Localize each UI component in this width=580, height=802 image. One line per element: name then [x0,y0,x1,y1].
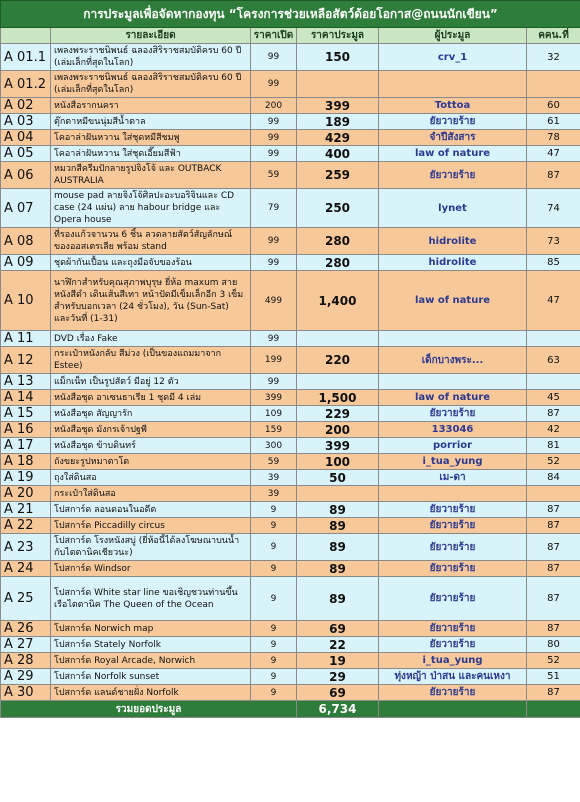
bid-price: 100 [297,454,379,470]
bidder-name: crv_1 [379,44,527,71]
item-code: A 17 [1,438,51,454]
item-code: A 10 [1,271,51,331]
bidder-count: 87 [527,518,580,534]
item-description: หนังสือชุด ข้าบดินทร์ [51,438,251,454]
table-row [1,390,580,406]
open-price: 499 [251,271,297,331]
open-price: 200 [251,98,297,114]
item-description: ชุดผ้ากันเปื้อน และถุงมือจับของร้อน [51,255,251,271]
bidder-name: ยัยวายร้าย [379,534,527,561]
bid-price: 400 [297,146,379,162]
table-row [1,189,580,228]
header-bidder: ผู้ประมูล [379,28,527,44]
item-code: A 08 [1,228,51,255]
bidder-count: 84 [527,470,580,486]
open-price: 9 [251,637,297,653]
bidder-count [527,486,580,502]
bidder-name: เม-ดา [379,470,527,486]
bidder-name [379,486,527,502]
bid-price [297,486,379,502]
bid-price: 229 [297,406,379,422]
item-code: A 02 [1,98,51,114]
bidder-name [379,331,527,347]
bidder-name: ทุ่งหญ้า ป่าสน และคนเหงา [379,669,527,685]
header-bid-price: ราคาประมูล [297,28,379,44]
item-code: A 01.1 [1,44,51,71]
table-row [1,470,580,486]
bid-price: 19 [297,653,379,669]
table-row [1,331,580,347]
item-code: A 30 [1,685,51,701]
item-description: โปสการ์ด โรงหนังสบู่ (ยี่ห้อนี้ได้ลงโฆษณาบนน้ำกับไตตานิคเชียวนะ) [51,534,251,561]
bidder-count: 32 [527,44,580,71]
bidder-count: 87 [527,162,580,189]
bidder-name: ยัยวายร้าย [379,561,527,577]
item-description: โคอาล่าฝันหวาน ใส่ชุดหมีสีชมพู [51,130,251,146]
table-row [1,406,580,422]
table-row [1,130,580,146]
open-price: 99 [251,146,297,162]
header-open-price: ราคาเปิด [251,28,297,44]
item-code: A 27 [1,637,51,653]
bidder-count: 87 [527,534,580,561]
bidder-name: ยัยวายร้าย [379,502,527,518]
open-price: 9 [251,534,297,561]
table-row [1,653,580,669]
open-price: 9 [251,669,297,685]
item-code: A 03 [1,114,51,130]
header-count: คคน.ที่ [527,28,580,44]
item-description: กระเป๋าหนังกลับ สีม่วง (เป็นของแถมมาจาก Estee) [51,347,251,374]
item-code: A 13 [1,374,51,390]
item-description: ที่รองแก้วจานวน 6 ชิ้น ลวดลายสัตว์สัญลักษณ์ของออสเตรเลีย พร้อม stand [51,228,251,255]
bidder-count: 60 [527,98,580,114]
total-blank-count [527,701,580,718]
bidder-name: law of nature [379,146,527,162]
bid-price: 29 [297,669,379,685]
table-row [1,71,580,98]
item-description: โปสการ์ด Royal Arcade, Norwich [51,653,251,669]
bidder-count: 87 [527,502,580,518]
bidder-count: 61 [527,114,580,130]
open-price: 39 [251,486,297,502]
open-price: 9 [251,502,297,518]
bidder-count [527,71,580,98]
item-code: A 24 [1,561,51,577]
bidder-name: ยัยวายร้าย [379,637,527,653]
open-price: 300 [251,438,297,454]
header-code [1,28,51,44]
bid-price: 22 [297,637,379,653]
bidder-name: 133046 [379,422,527,438]
item-code: A 18 [1,454,51,470]
table-row [1,637,580,653]
open-price: 9 [251,621,297,637]
open-price: 9 [251,577,297,621]
table-row [1,577,580,621]
table-row [1,271,580,331]
table-row [1,518,580,534]
bidder-name: i_tua_yung [379,454,527,470]
table-row [1,685,580,701]
bidder-name: porrior [379,438,527,454]
item-code: A 25 [1,577,51,621]
item-code: A 26 [1,621,51,637]
item-description: หนังสือรากนครา [51,98,251,114]
item-description: เพลงพระราชนิพนธ์ ฉลองสิริราชสมบัติครบ 60 ปี (เล่มเล็กที่สุดในโลก) [51,71,251,98]
bidder-name: ยัยวายร้าย [379,518,527,534]
bid-price: 189 [297,114,379,130]
bidder-count: 85 [527,255,580,271]
bid-price: 259 [297,162,379,189]
bid-price: 280 [297,228,379,255]
item-code: A 04 [1,130,51,146]
item-code: A 28 [1,653,51,669]
bid-price: 220 [297,347,379,374]
table-row [1,561,580,577]
item-description: กระเป๋าใส่ดินสอ [51,486,251,502]
open-price: 79 [251,189,297,228]
bidder-count: 45 [527,390,580,406]
item-description: โปสการ์ด ลอนดอนในอดีต [51,502,251,518]
bid-price: 399 [297,98,379,114]
item-description: นาฬิกาสำหรับคุณสุภาพบุรุษ ยี่ห้อ maxum สายหนังสีดำ เดินเส้นสีเทา หน้าปัดมีเข็มเล็กอีก 3 เข็มสำหรับบอกเวลา (24 ชั่วโมง), วัน (Sun-Sat) และวันที่ (1-31) [51,271,251,331]
bidder-count [527,374,580,390]
item-description: ถุงใส่ดินสอ [51,470,251,486]
bidder-count: 47 [527,271,580,331]
item-code: A 19 [1,470,51,486]
open-price: 199 [251,347,297,374]
table-row [1,44,580,71]
open-price: 9 [251,518,297,534]
bidder-count: 81 [527,438,580,454]
bidder-count: 87 [527,577,580,621]
bidder-name: ยัยวายร้าย [379,162,527,189]
open-price: 9 [251,653,297,669]
item-description: โปสการ์ด แลนด์ชายฝั่ง Norfolk [51,685,251,701]
table-row [1,669,580,685]
open-price: 39 [251,470,297,486]
item-description: โปสการ์ด Norwich map [51,621,251,637]
table-row [1,621,580,637]
bidder-name: hidrolite [379,228,527,255]
item-code: A 09 [1,255,51,271]
open-price: 99 [251,44,297,71]
item-description: โคอาล่าฝันหวาน ใส่ชุดเอี๊ยมสีฟ้า [51,146,251,162]
bidder-name: i_tua_yung [379,653,527,669]
bidder-count: 87 [527,406,580,422]
bid-price: 200 [297,422,379,438]
item-description: หมวกสีครีมปักลายรูปจิงโจ้ และ OUTBACK AUSTRALIA [51,162,251,189]
table-row [1,486,580,502]
item-code: A 06 [1,162,51,189]
table-row [1,255,580,271]
item-description: หนังสือชุด อาเซนธาเรีย 1 ชุดมี 4 เล่ม [51,390,251,406]
open-price: 99 [251,130,297,146]
item-description: แม็กเน็ท เป็นรูปสัตว์ มีอยู่ 12 ตัว [51,374,251,390]
total-value: 6,734 [297,701,379,718]
bidder-name [379,374,527,390]
open-price: 99 [251,374,297,390]
item-code: A 23 [1,534,51,561]
table-row [1,228,580,255]
item-description: หนังสือชุด สัญญารัก [51,406,251,422]
bidder-count: 73 [527,228,580,255]
bid-price: 429 [297,130,379,146]
item-description: DVD เรื่อง Fake [51,331,251,347]
item-description: หนังสือชุด มังกรเจ้าปฐพี [51,422,251,438]
item-description: โปสการ์ด Piccadilly circus [51,518,251,534]
open-price: 99 [251,228,297,255]
item-code: A 14 [1,390,51,406]
total-blank [379,701,527,718]
bidder-count: 51 [527,669,580,685]
table-row [1,347,580,374]
bidder-name: law of nature [379,390,527,406]
bidder-count [527,331,580,347]
item-code: A 07 [1,189,51,228]
bidder-count: 52 [527,653,580,669]
item-description: โปสการ์ด Windsor [51,561,251,577]
item-code: A 22 [1,518,51,534]
bid-price [297,71,379,98]
item-code: A 16 [1,422,51,438]
bid-price: 150 [297,44,379,71]
bid-price: 89 [297,577,379,621]
bidder-name: ยัยวายร้าย [379,114,527,130]
bidder-name: lynet [379,189,527,228]
bidder-name: law of nature [379,271,527,331]
table-row [1,502,580,518]
item-code: A 20 [1,486,51,502]
bidder-count: 47 [527,146,580,162]
table-row [1,534,580,561]
item-code: A 15 [1,406,51,422]
bid-price: 89 [297,561,379,577]
bid-price: 250 [297,189,379,228]
bidder-name: hidrolite [379,255,527,271]
header-description: รายละเอียด [51,28,251,44]
open-price: 59 [251,454,297,470]
bidder-name: ยัยวายร้าย [379,621,527,637]
open-price: 9 [251,561,297,577]
table-row [1,422,580,438]
table-row [1,374,580,390]
item-description: ตุ๊กตาหมีขนนุ่มสีน้ำตาล [51,114,251,130]
bid-price: 69 [297,685,379,701]
item-code: A 29 [1,669,51,685]
open-price: 99 [251,255,297,271]
bid-price: 89 [297,534,379,561]
item-description: โปสการ์ด Norfolk sunset [51,669,251,685]
bid-price: 1,400 [297,271,379,331]
bid-price: 69 [297,621,379,637]
bidder-name: ยัยวายร้าย [379,406,527,422]
page-title: การประมูลเพื่อจัดหากองทุน “โครงการช่วยเหลือสัตว์ด้อยโอกาส@ถนนนักเขียน” [1,1,580,28]
bidder-count: 52 [527,454,580,470]
item-description: เพลงพระราชนิพนธ์ ฉลองสิริราชสมบัติครบ 60 ปี (เล่มเล็กที่สุดในโลก) [51,44,251,71]
open-price: 399 [251,390,297,406]
item-code: A 21 [1,502,51,518]
table-row [1,114,580,130]
bidder-count: 87 [527,621,580,637]
bid-price: 1,500 [297,390,379,406]
item-description: ถังขยะรูปหมาตาโต [51,454,251,470]
table-row [1,162,580,189]
bidder-count: 87 [527,561,580,577]
bidder-name: ยัยวายร้าย [379,577,527,621]
open-price: 159 [251,422,297,438]
open-price: 99 [251,331,297,347]
item-code: A 05 [1,146,51,162]
bidder-count: 87 [527,685,580,701]
title-row [1,1,580,28]
header-row [1,28,580,44]
bid-price [297,331,379,347]
bidder-name [379,71,527,98]
bidder-count: 80 [527,637,580,653]
bid-price: 280 [297,255,379,271]
open-price: 99 [251,114,297,130]
bidder-count: 74 [527,189,580,228]
bid-price: 89 [297,502,379,518]
table-row [1,98,580,114]
table-row [1,438,580,454]
bidder-name: จำปีสังสาร [379,130,527,146]
bidder-count: 78 [527,130,580,146]
item-code: A 01.2 [1,71,51,98]
bid-price [297,374,379,390]
item-code: A 12 [1,347,51,374]
open-price: 9 [251,685,297,701]
item-code: A 11 [1,331,51,347]
bidder-name: เด็กบางพระ... [379,347,527,374]
bid-price: 399 [297,438,379,454]
total-label: รวมยอดประมูล [1,701,297,718]
bid-price: 89 [297,518,379,534]
total-row [1,701,580,718]
open-price: 59 [251,162,297,189]
item-description: mouse pad ลายจิงโจ้ศิลปะอะบอริจินและ CD case (24 แผ่น) ลาย habour bridge และ Opera house [51,189,251,228]
table-row [1,454,580,470]
bidder-count: 63 [527,347,580,374]
item-description: โปสการ์ด White star line ขอเชิญชวนท่านขึ้นเรือไตตานิค The Queen of the Ocean [51,577,251,621]
open-price: 109 [251,406,297,422]
bidder-count: 42 [527,422,580,438]
bidder-name: ยัยวายร้าย [379,685,527,701]
bid-price: 50 [297,470,379,486]
open-price: 99 [251,71,297,98]
item-description: โปสการ์ด Stately Norfolk [51,637,251,653]
table-row [1,146,580,162]
bidder-name: Tottoa [379,98,527,114]
